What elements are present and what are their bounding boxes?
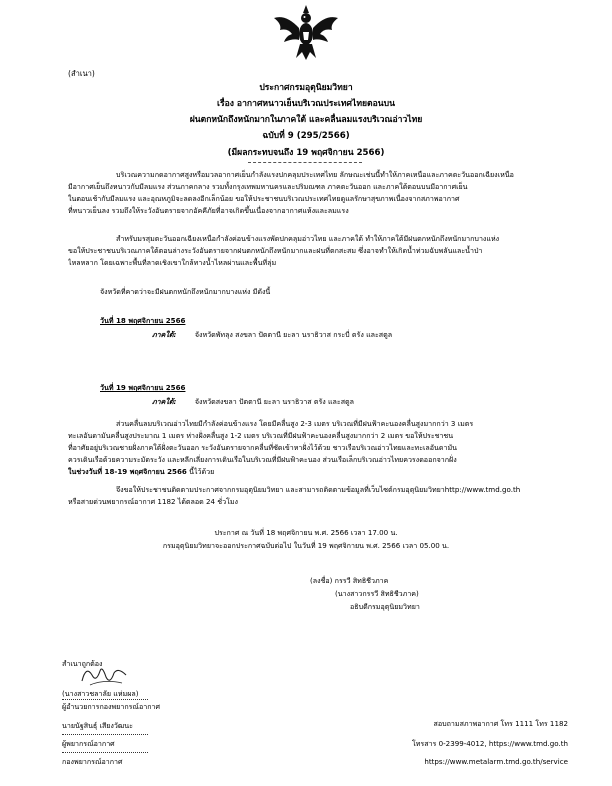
day1-date: วันที่ 18 พฤศจิกายน 2566 xyxy=(100,316,186,325)
subject-line: เรื่อง อากาศหนาวเย็นบริเวณประเทศไทยตอนบน xyxy=(217,99,395,109)
effective-until: (มีผลกระทบจนถึง 19 พฤศจิกายน 2566) xyxy=(227,148,385,158)
rain-line: ไหลหลาก โดยเฉพาะพื้นที่ลาดเชิงเขาใกล้ทางน้ำไหลผ่านและพื้นที่ลุ่ม xyxy=(68,258,277,267)
forecaster-name: นายนัฐสินธุ์ เสียงวัฒนะ xyxy=(62,721,133,730)
copy-label: (สำเนา) xyxy=(68,69,95,78)
contact-line: จึงขอให้ประชาชนติดตามประกาศจากกรมอุตุนิยมวิทยา และสามารถติดตามข้อมูลที่เว็บไซต์กรมอุตุนิยมวิทยาhttp://www.tmd.go.th xyxy=(116,485,521,494)
footer-rule xyxy=(62,752,148,753)
sea-last-line xyxy=(68,466,550,478)
issue-number: ฉบับที่ 9 (295/2566) xyxy=(262,131,350,141)
sea-date-range: ในช่วงวันที่ 18-19 พฤศจิกายน 2566 xyxy=(68,467,187,476)
intro-paragraph xyxy=(68,169,550,217)
handwritten-signature xyxy=(76,661,132,689)
day2-provinces: จังหวัดสงขลา ปัตตานี ยะลา นราธิวาส ตรัง และสตูล xyxy=(194,397,354,406)
title-divider xyxy=(248,162,362,163)
sea-tail: นี้ไว้ด้วย xyxy=(186,467,215,476)
issued-datetime: ประกาศ ณ วันที่ 18 พฤศจิกายน พ.ศ. 2566 เวลา 17.00 น. xyxy=(214,528,398,537)
signatory-position: อธิบดีกรมอุตุนิยมวิทยา xyxy=(350,602,420,611)
day1-region xyxy=(152,330,392,341)
rain-warning-paragraph xyxy=(68,233,550,269)
fax-website[interactable]: โทรสาร 0-2399-4012, https://www.tmd.go.th xyxy=(411,739,568,748)
day2-region-label: ภาคใต้: xyxy=(152,397,177,406)
division-name: กองพยากรณ์อากาศ xyxy=(62,757,123,766)
signatory-name: (นางสาวกรรวี สิทธิชีวภาค) xyxy=(335,589,419,598)
certified-copy-label: สำเนาถูกต้อง xyxy=(62,659,103,668)
sea-line: ส่วนคลื่นลมบริเวณอ่าวไทยมีกำลังค่อนข้างแรง โดยมีคลื่นสูง 2-3 เมตร บริเวณที่มีฝนฟ้าคะนองคลื่นสูงมากกว่า 3 เมตร xyxy=(116,419,474,428)
intro-line: ในตอนเช้ากับมีลมแรง และอุณหภูมิจะลดลงอีกเล็กน้อย ขอให้ประชาชนบริเวณประเทศไทยดูแลรักษาสุขภาพเนื่องจากสภาพอากาศ xyxy=(68,194,460,203)
subject-line-2: ฝนตกหนักถึงหนักมากในภาคใต้ และคลื่นลมแรงบริเวณอ่าวไทย xyxy=(189,115,423,125)
contact-line: หรือสายด่วนพยากรณ์อากาศ 1182 ได้ตลอด 24 ชั่วโมง xyxy=(68,497,239,506)
day2-date: วันที่ 19 พฤศจิกายน 2566 xyxy=(100,383,186,392)
intro-line: บริเวณความกดอากาศสูงหรือมวลอากาศเย็นกำลังแรงปกคลุมประเทศไทย ลักษณะเช่นนี้ทำให้ภาคเหนือและภาคตะวันออกเฉียงเหนือ xyxy=(116,170,514,179)
day1-region-label: ภาคใต้: xyxy=(152,330,177,339)
affected-provinces-intro: จังหวัดที่คาดว่าจะมีฝนตกหนักถึงหนักมากบางแห่ง มีดังนี้ xyxy=(100,287,271,296)
sea-line: ทะเลอันดามันคลื่นสูงประมาณ 1 เมตร ห่างฝั่งคลื่นสูง 1-2 เมตร บริเวณที่มีฝนฟ้าคะนองคลื่นสูงมากกว่า 2 เมตร ขอให้ประชาชน xyxy=(68,431,454,440)
footer-rule xyxy=(62,734,148,735)
day1-provinces: จังหวัดพัทลุง สงขลา ปัตตานี ยะลา นราธิวาส กระบี่ ตรัง และสตูล xyxy=(194,330,393,339)
day2-region xyxy=(152,397,354,408)
sea-line: ควรเดินเรือด้วยความระมัดระวัง และหลีกเลี่ยงการเดินเรือในบริเวณที่มีฝนฟ้าคะนอง ส่วนเรือเล็กบริเวณอ่าวไทยควรงดออกจากฝั่ง xyxy=(68,455,457,464)
sea-line: ที่อาศัยอยู่บริเวณชายฝั่งภาคใต้ฝั่งตะวันออก ระวังอันตรายจากคลื่นที่ซัดเข้าหาฝั่งไว้ด้วย ชาวเรือบริเวณอ่าวไทยและทะเลอันดามัน xyxy=(68,443,458,452)
next-issue: กรมอุตุนิยมวิทยาจะออกประกาศฉบับต่อไป ในวันที่ 19 พฤศจิกายน พ.ศ. 2566 เวลา 05.00 น. xyxy=(162,541,450,550)
rain-line: สำหรับมรสุมตะวันออกเฉียงเหนือกำลังค่อนข้างแรงพัดปกคลุมอ่าวไทย และภาคใต้ ทำให้ภาคใต้มีฝนตกหนักถึงหนักมากบางแห่ง xyxy=(116,234,500,243)
rain-line: ขอให้ประชาชนบริเวณภาคใต้ตอนล่างระวังอันตรายจากฝนตกหนักถึงหนักมากและฝนที่ตกสะสม ซึ่งอาจทำให้เกิดน้ำท่วมฉับพลันและน้ำป่า xyxy=(68,246,483,255)
hotline-info: สอบถามสภาพอากาศ โทร 1111 โทร 1182 xyxy=(433,719,568,728)
certifier-position: ผู้อำนวยการกองพยากรณ์อากาศ xyxy=(62,702,161,711)
footer-rule xyxy=(62,699,148,700)
contact-paragraph xyxy=(68,484,550,508)
signed-line: (ลงชื่อ) กรรวี สิทธิชีวภาค xyxy=(310,576,389,585)
sea-warning-paragraph xyxy=(68,418,550,478)
certifier-name: (นางสาวชลาลัย แห่มผล) xyxy=(62,689,139,698)
alarm-service-link[interactable]: https://www.metalarm.tmd.go.th/service xyxy=(424,757,568,766)
garuda-emblem-icon xyxy=(272,4,340,62)
agency-title: ประกาศกรมอุตุนิยมวิทยา xyxy=(259,83,353,93)
intro-line: ที่หนาวเย็นลง รวมถึงให้ระวังอันตรายจากอัคคีภัยที่อาจเกิดขึ้นเนื่องจากอากาศแห้งและลมแรง xyxy=(68,206,349,215)
intro-line: มีอากาศเย็นถึงหนาวกับมีลมแรง ส่วนภาคกลาง รวมทั้งกรุงเทพมหานครและปริมณฑล ภาคตะวันออก และภาคใต้ตอนบนมีอากาศเย็น xyxy=(68,182,468,191)
forecaster-role: ผู้พยากรณ์อากาศ xyxy=(62,739,115,748)
